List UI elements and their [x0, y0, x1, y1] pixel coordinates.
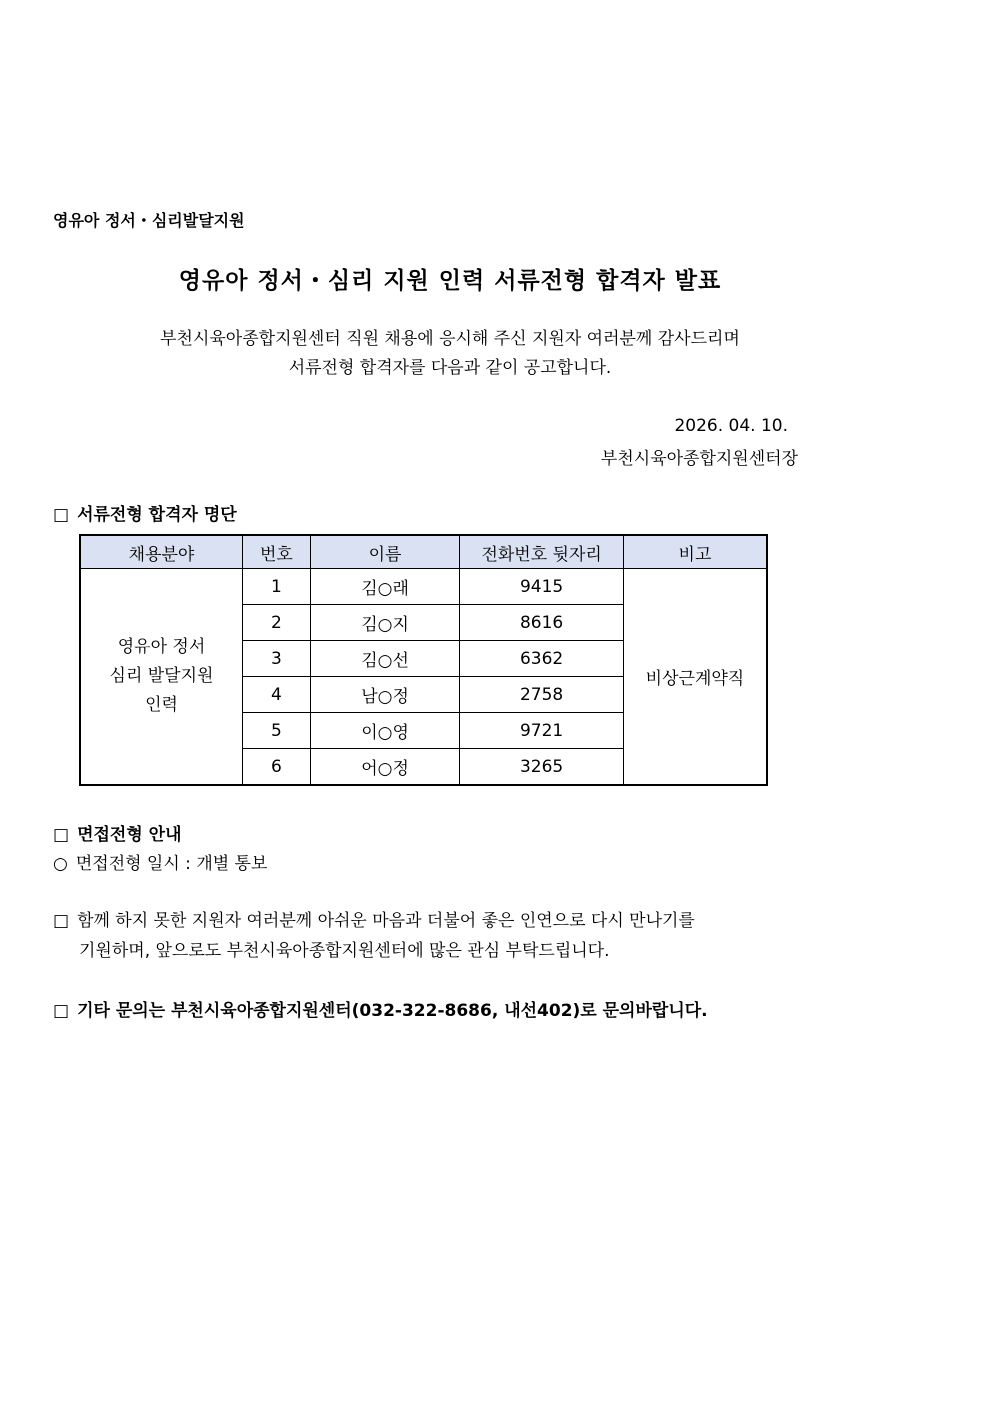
row-phone: 6362 — [460, 641, 624, 677]
note-cell: 비상근계약직 — [623, 569, 767, 786]
intro-line-2: 서류전형 합격자를 다음과 같이 공고합니다. — [288, 358, 612, 378]
checkbox-square-icon: □ — [53, 825, 70, 845]
section-heading-interview — [53, 820, 182, 845]
row-phone: 2758 — [460, 677, 624, 713]
contact-text: 기타 문의는 부천시육아종합지원센터(032-322-8686, 내선402)로 문의바랍니다. — [77, 1001, 708, 1021]
header-name: 이름 — [310, 535, 460, 569]
department-label: 영유아 정서・심리발달지원 — [53, 211, 245, 230]
row-phone: 9415 — [460, 569, 624, 605]
header-phone: 전화번호 뒷자리 — [460, 535, 624, 569]
intro-line-1: 부천시육아종합지원센터 직원 채용에 응시해 주신 지원자 여러분께 감사드리며 — [160, 329, 740, 349]
row-number: 4 — [242, 677, 310, 713]
row-name: 어○정 — [310, 749, 460, 786]
checkbox-square-icon: □ — [53, 505, 70, 525]
checkbox-square-icon: □ — [53, 911, 70, 931]
table-header-row — [80, 535, 767, 569]
row-number: 5 — [242, 713, 310, 749]
signer: 부천시육아종합지원센터장 — [600, 449, 798, 469]
row-phone: 3265 — [460, 749, 624, 786]
checkbox-square-icon: □ — [53, 1001, 70, 1021]
passer-table — [79, 534, 768, 786]
row-phone: 8616 — [460, 605, 624, 641]
row-number: 3 — [242, 641, 310, 677]
page-title: 영유아 정서・심리 지원 인력 서류전형 합격자 발표 — [178, 268, 722, 294]
table-row — [80, 569, 767, 605]
section-title: 서류전형 합격자 명단 — [77, 505, 237, 525]
row-name: 남○정 — [310, 677, 460, 713]
announcement-date: 2026. 04. 10. — [674, 416, 788, 436]
row-number: 6 — [242, 749, 310, 786]
field-line: 인력 — [145, 695, 178, 715]
contact-info — [53, 996, 708, 1021]
row-number: 1 — [242, 569, 310, 605]
interview-schedule-text: 면접전형 일시 : 개별 통보 — [75, 854, 268, 874]
section-heading-passers — [53, 500, 237, 525]
field-line: 심리 발달지원 — [109, 666, 214, 686]
closing-line-2: 기원하며, 앞으로도 부천시육아종합지원센터에 많은 관심 부탁드립니다. — [79, 941, 610, 961]
row-phone: 9721 — [460, 713, 624, 749]
header-field: 채용분야 — [80, 535, 242, 569]
interview-schedule — [53, 849, 267, 874]
row-name: 김○래 — [310, 569, 460, 605]
intro-paragraph — [0, 325, 900, 383]
field-cell — [80, 569, 242, 786]
closing-line-1: 함께 하지 못한 지원자 여러분께 아쉬운 마음과 더불어 좋은 인연으로 다시 만나기를 — [77, 911, 695, 931]
row-name: 김○지 — [310, 605, 460, 641]
header-note: 비고 — [623, 535, 767, 569]
header-number: 번호 — [242, 535, 310, 569]
row-name: 이○영 — [310, 713, 460, 749]
closing-message — [53, 906, 695, 966]
section-title: 면접전형 안내 — [77, 825, 182, 845]
circle-bullet-icon: ○ — [53, 854, 68, 874]
row-name: 김○선 — [310, 641, 460, 677]
field-line: 영유아 정서 — [117, 637, 206, 657]
row-number: 2 — [242, 605, 310, 641]
